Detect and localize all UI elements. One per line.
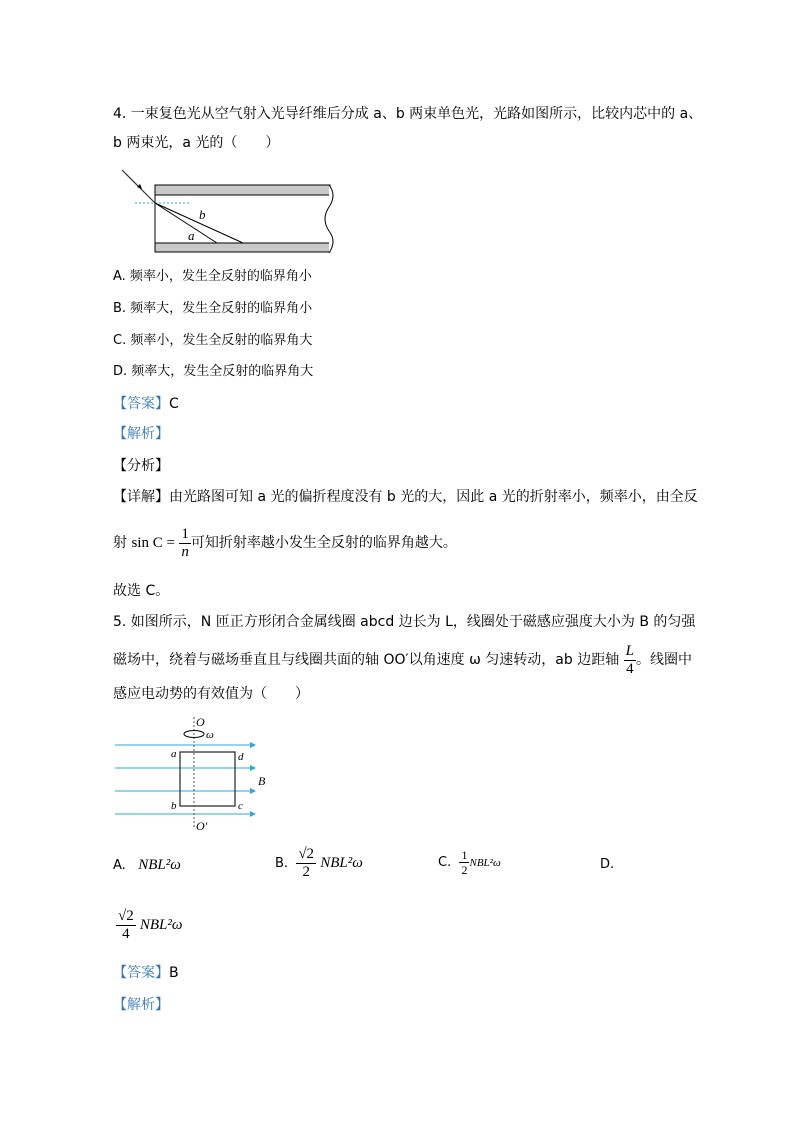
denominator: 2 (461, 863, 468, 877)
svg-text:ω: ω (206, 729, 214, 741)
text: 射 (113, 535, 132, 551)
q5-option-c[interactable] (438, 848, 501, 877)
svg-text:a: a (188, 228, 195, 243)
svg-text:a: a (171, 748, 177, 760)
q4-option-a[interactable]: A. 频率小，发生全反射的临界角小 (113, 269, 312, 284)
fraction (179, 526, 191, 561)
svg-text:O: O (196, 715, 205, 729)
q5-option-b[interactable] (275, 846, 363, 881)
q4-stem-line1: 4. 一束复色光从空气射入光导纤维后分成 a、b 两束单色光，光路如图所示，比较内芯中的 a、 (113, 106, 703, 122)
q5-option-d-expression[interactable] (116, 908, 182, 943)
expr: NBL²ω (469, 857, 501, 869)
q5-stem-line1: 5. 如图所示，N 匝正方形闭合金属线圈 abcd 边长为 L，线圈处于磁感应强度大小为 B 的匀强 (113, 614, 696, 630)
q5-option-a[interactable] (113, 857, 181, 874)
q5-analysis-label: 【解析】 (113, 997, 169, 1013)
numerator: √2 (298, 846, 315, 862)
label: B. (275, 856, 289, 871)
svg-text:O′: O′ (196, 819, 208, 832)
expr: NBL²ω (138, 857, 181, 873)
answer-value: C (169, 396, 179, 412)
fraction (116, 908, 136, 943)
denominator: n (181, 543, 189, 560)
answer-label: 【答案】 (113, 965, 169, 981)
optical-fiber-figure (115, 165, 335, 257)
numerator: 1 (181, 525, 189, 542)
answer-value: B (169, 965, 179, 981)
q4-answer (113, 395, 179, 413)
answer-label: 【答案】 (113, 396, 169, 412)
label: D. (600, 857, 615, 872)
denominator: 2 (302, 864, 310, 880)
svg-text:d: d (238, 751, 244, 763)
q4-detail-formula-line (113, 523, 457, 563)
denominator: 4 (626, 660, 634, 677)
q5-option-d[interactable] (600, 857, 614, 872)
q4-option-d[interactable]: D. 频率大，发生全反射的临界角大 (113, 364, 314, 379)
fraction (459, 848, 469, 877)
q4-option-c[interactable]: C. 频率小，发生全反射的临界角大 (113, 333, 313, 348)
label: A. (113, 858, 126, 873)
formula-lhs: sin C = (131, 535, 175, 551)
q4-analysis-label: 【解析】 (113, 426, 169, 442)
text: 可知折射率越小发生全反射的临界角越大。 (190, 535, 457, 551)
q5-stem-line2 (113, 640, 692, 680)
expr: NBL²ω (320, 855, 363, 871)
rotating-coil-figure (115, 712, 275, 832)
detail-label: 【详解】 (113, 489, 169, 505)
q4-option-b[interactable]: B. 频率大，发生全反射的临界角小 (113, 301, 313, 316)
q4-fenxi-label: 【分析】 (113, 458, 169, 474)
q4-conclusion: 故选 C。 (113, 583, 170, 599)
text: 。线圈中 (636, 652, 693, 668)
svg-text:b: b (171, 800, 177, 812)
svg-text:b: b (199, 207, 206, 222)
numerator: √2 (118, 908, 134, 924)
numerator: L (625, 642, 635, 659)
fraction (296, 846, 316, 881)
detail-text: 由光路图可知 a 光的偏折程度没有 b 光的大，因此 a 光的折射率小，频率小，由全反 (169, 489, 698, 505)
fraction (624, 643, 636, 678)
svg-text:B: B (258, 774, 266, 788)
label: C. (438, 855, 452, 870)
q4-detail (113, 488, 698, 506)
svg-text:c: c (238, 800, 243, 812)
text: 磁场中，绕着与磁场垂直且与线圈共面的轴 OO′以角速度 ω 匀速转动，ab 边距轴 (113, 652, 624, 668)
numerator: 1 (461, 848, 468, 862)
q5-stem-line3: 感应电动势的有效值为（ ） (113, 686, 309, 702)
expr: NBL²ω (139, 917, 183, 933)
q4-stem-line2: b 两束光，a 光的（ ） (113, 135, 280, 151)
denominator: 4 (122, 926, 130, 942)
q5-answer (113, 964, 179, 982)
